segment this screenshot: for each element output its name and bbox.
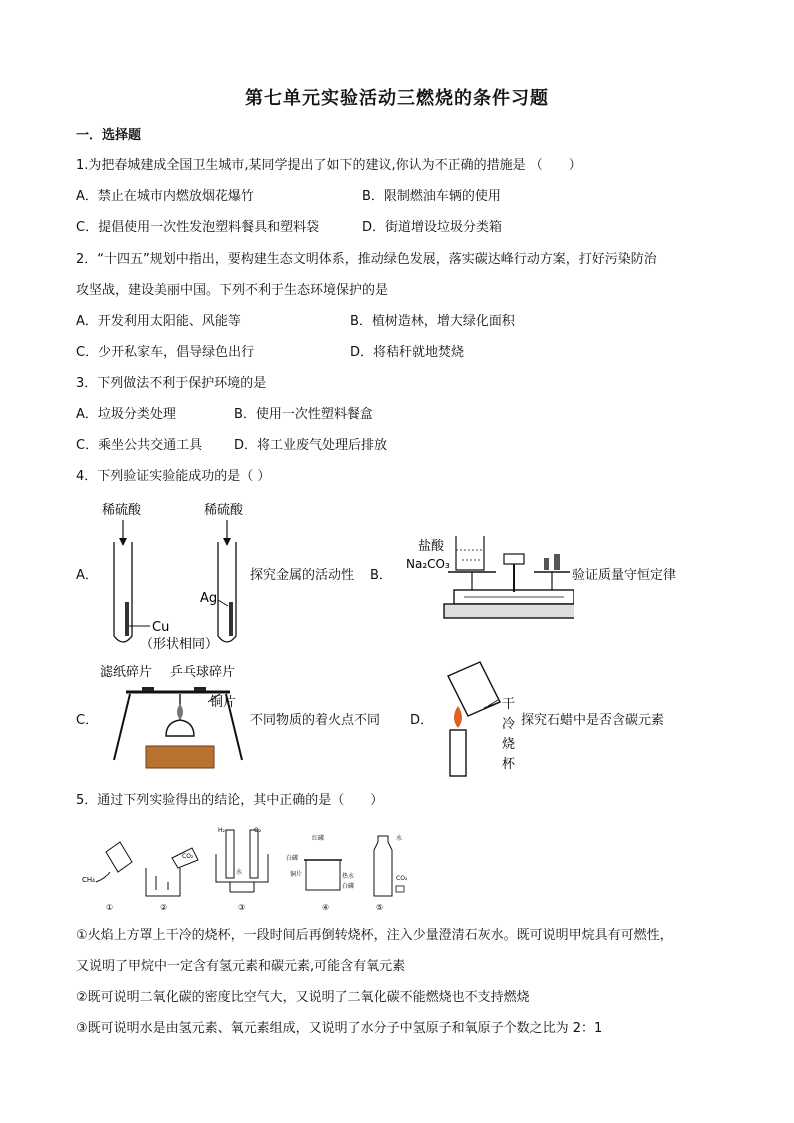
- q2-option-d: D．将秸秆就地焚烧: [350, 345, 465, 360]
- copper-strip: [125, 602, 129, 636]
- fig-ch4: CH₄: [82, 876, 95, 884]
- filter-paper-label: 滤纸碎片: [100, 665, 153, 680]
- test-tube-1: [114, 542, 132, 642]
- test-tube-2: [218, 542, 236, 642]
- arrow-head-2: [223, 538, 231, 546]
- tripod-figure: [96, 660, 256, 780]
- fig-num-4: ④: [322, 903, 330, 912]
- balance-figure: [404, 530, 574, 630]
- cup-char-4: 杯: [502, 757, 516, 772]
- silver-strip: [229, 602, 233, 636]
- cup-char-1: 干: [502, 697, 516, 712]
- acid-label-2: 稀硫酸: [204, 503, 244, 518]
- q4-option-c-label: C．: [76, 713, 99, 728]
- q2-option-c: C．少开私家车，倡导绿色出行: [76, 345, 255, 360]
- q4-stem: 4．下列验证实验能成功的是（ ）: [76, 469, 271, 484]
- q4-option-c-text: 不同物质的着火点不同: [250, 713, 381, 728]
- q4-option-a-label: A．: [76, 568, 98, 583]
- fig2-beaker: [146, 868, 180, 896]
- fig-red-p: 红磷: [312, 835, 325, 842]
- section-heading: 一．选择题: [76, 128, 142, 143]
- balance-base: [444, 604, 574, 618]
- alcohol-lamp: [166, 720, 194, 736]
- fig5-bottle: [374, 836, 392, 896]
- filter-fragment: [142, 687, 154, 691]
- q2-option-a: A．开发利用太阳能、风能等: [76, 314, 241, 329]
- weight-2: [554, 554, 560, 570]
- page-title: 第七单元实验活动三燃烧的条件习题: [245, 88, 549, 109]
- q3-option-d: D．将工业废气处理后排放: [234, 438, 388, 453]
- weight-1: [544, 558, 549, 570]
- ag-pointer: [218, 600, 228, 606]
- q3-stem: 3．下列做法不利于保护环境的是: [76, 376, 267, 391]
- arrow-head-1: [119, 538, 127, 546]
- candle-figure: [428, 656, 526, 780]
- fig-white-p: 白磷: [286, 855, 299, 862]
- wood-block: [146, 746, 214, 768]
- cup-char-3: 烧: [502, 737, 516, 752]
- beaker-left: [456, 536, 484, 570]
- cup-char-2: 冷: [502, 717, 516, 732]
- fig-num-3: ③: [238, 903, 246, 912]
- fig-h2: H₂: [218, 827, 225, 834]
- hcl-label: 盐酸: [418, 539, 445, 554]
- fig4-beaker: [306, 860, 340, 890]
- q1-stem: 1.为把春城建成全国卫生城市,某同学提出了如下的建议,你认为不正确的措施是 （ ）: [76, 158, 582, 173]
- na2co3-label: Na₂CO₃: [406, 557, 450, 571]
- fig-num-1: ①: [106, 903, 114, 912]
- q1-option-c: C．提倡使用一次性发泡塑料餐具和塑料袋: [76, 220, 320, 235]
- fig-num-5: ⑤: [376, 903, 384, 912]
- q3-option-c: C．乘坐公共交通工具: [76, 438, 203, 453]
- fig-co2-2: CO₂: [396, 875, 408, 882]
- q3-option-b: B．使用一次性塑料餐盒: [234, 407, 373, 422]
- q5-statement-3: ③既可说明水是由氢元素、氧元素组成，又说明了水分子中氢原子和氧原子个数之比为 2：1: [76, 1021, 603, 1036]
- fig-white-p2: 白磷: [342, 883, 355, 890]
- fig-hot-water: 热水: [342, 873, 355, 880]
- q2-stem-line2: 攻坚战，建设美丽中国。下列不利于生态环境保护的是: [76, 283, 389, 298]
- copper-plate-label: 铜片: [210, 695, 237, 710]
- fig1-beaker: [106, 842, 132, 872]
- q5-statement-2: ②既可说明二氧化碳的密度比空气大，又说明了二氧化碳不能燃烧也不支持燃烧: [76, 990, 530, 1005]
- pingpong-fragment: [194, 687, 206, 691]
- q1-option-a: A．禁止在城市内燃放烟花爆竹: [76, 189, 254, 204]
- pingpong-label: 乒乓球碎片: [170, 665, 236, 680]
- q1-option-d: D．街道增设垃圾分类箱: [362, 220, 503, 235]
- fig-o2: O₂: [254, 827, 262, 834]
- fig-num-2: ②: [160, 903, 168, 912]
- q2-option-b: B．植树造林，增大绿化面积: [350, 314, 515, 329]
- ag-label: Ag: [200, 591, 218, 606]
- cu-label: Cu: [152, 620, 170, 635]
- q3-option-a: A．垃圾分类处理: [76, 407, 176, 422]
- fig-water: 水: [236, 869, 243, 876]
- q5-statement-1a: ①火焰上方罩上干冷的烧杯，一段时间后再倒转烧杯，注入少量澄清石灰水。既可说明甲烷具有可燃性，: [76, 928, 673, 943]
- test-tubes-figure: [96, 496, 266, 656]
- q4-option-d-label: D．: [410, 713, 434, 728]
- flame: [177, 704, 183, 720]
- cold-beaker: [448, 662, 500, 716]
- same-shape-note: （形状相同）: [140, 637, 219, 652]
- q4-option-b-text: 验证质量守恒定律: [572, 568, 677, 583]
- q1-option-b: B．限制燃油车辆的使用: [362, 189, 501, 204]
- candle-flame: [454, 706, 462, 728]
- fig-cu-sheet: 铜片: [290, 871, 303, 878]
- five-experiments-figure: [76, 820, 416, 916]
- tripod-leg-1: [114, 694, 130, 760]
- candle-body: [450, 730, 466, 776]
- q4-option-a-text: 探究金属的活动性: [250, 568, 355, 583]
- q2-stem-line1: 2．“十四五”规划中指出，要构建生态文明体系，推动绿色发展，落实碳达峰行动方案，打好污染防治: [76, 252, 657, 267]
- balance-head: [504, 554, 524, 564]
- fig3-trough: [216, 854, 268, 882]
- q4-option-d-text: 探究石蜡中是否含碳元素: [521, 713, 665, 728]
- q4-option-b-label: B．: [370, 568, 392, 583]
- q5-statement-1b: 又说明了甲烷中一定含有氢元素和碳元素,可能含有氧元素: [76, 959, 406, 974]
- acid-label-1: 稀硫酸: [102, 503, 142, 518]
- fig-water2: 水: [396, 835, 403, 842]
- fig-co2-1: CO₂: [182, 853, 194, 860]
- q5-stem: 5．通过下列实验得出的结论，其中正确的是（ ）: [76, 793, 384, 808]
